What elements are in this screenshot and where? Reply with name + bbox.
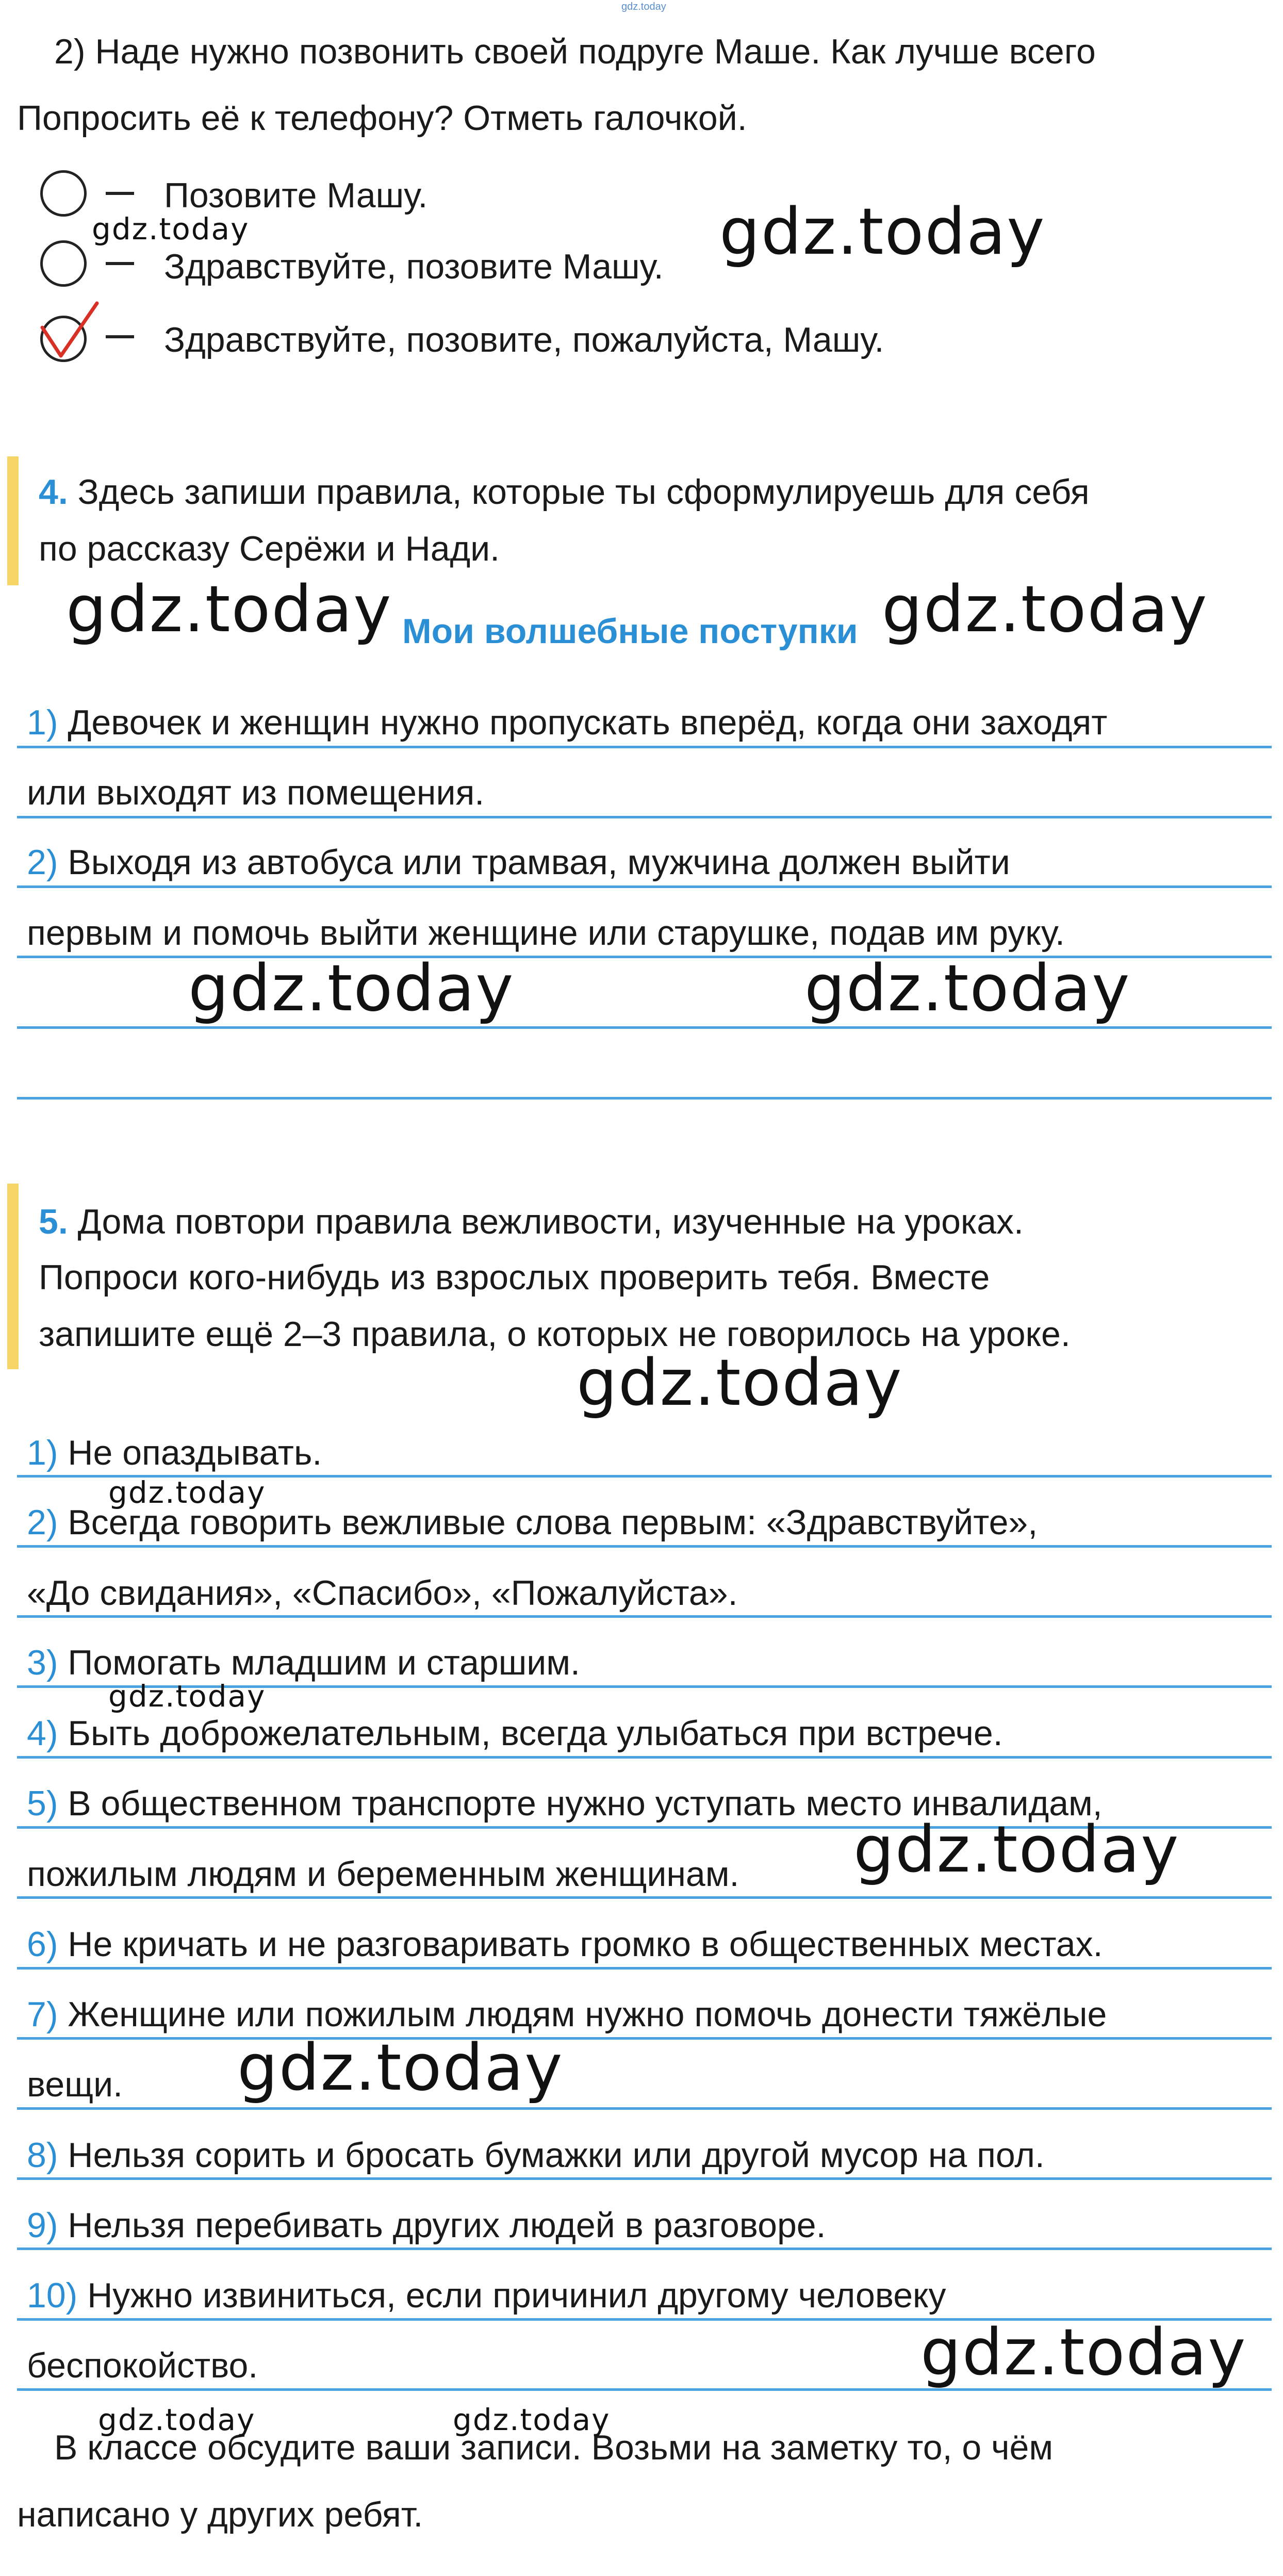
q2-line-1: 2) Наде нужно позвонить своей подруге Маше. Как лучше всего	[54, 32, 1096, 71]
watermark: gdz.today	[92, 211, 250, 247]
task5-item-2-line-1: 2) Всегда говорить вежливые слова первым: «Здравствуйте»,	[27, 1503, 1038, 1542]
rule-line	[17, 1545, 1272, 1548]
watermark: gdz.today	[719, 195, 1046, 269]
task5-heading-line-3: запишите ещё 2–3 правила, о которых не говорилось на уроке.	[39, 1315, 1071, 1354]
watermark: gdz.today	[920, 2316, 1247, 2390]
watermark: gdz.today	[98, 2402, 256, 2437]
option-1-dash	[106, 192, 134, 195]
task4-side-bar	[7, 456, 19, 585]
task5-item-4: 4) Быть доброжелательным, всегда улыбаться при встрече.	[27, 1714, 1003, 1753]
task5-item-2-line-2: «До свидания», «Спасибо», «Пожалуйста».	[27, 1573, 738, 1613]
task5-item-8: 8) Нельзя сорить и бросать бумажки или другой мусор на пол.	[27, 2136, 1045, 2175]
rule-line	[17, 1097, 1272, 1100]
watermark: gdz.today	[108, 1475, 266, 1510]
task5-item-9: 9) Нельзя перебивать других людей в разговоре.	[27, 2206, 826, 2245]
watermark: gdz.today	[66, 572, 392, 647]
watermark: gdz.today	[237, 2031, 564, 2105]
option-3-dash	[106, 335, 134, 338]
task4-item-1-line-1: 1) Девочек и женщин нужно пропускать вперёд, когда они заходят	[27, 703, 1108, 742]
task5-heading-line-1	[39, 1204, 1024, 1239]
checkmark-icon	[36, 299, 108, 366]
rule-line	[17, 2107, 1272, 2110]
task5-item-7-line-2: вещи.	[27, 2065, 123, 2104]
task4-item-2-number: 2)	[27, 843, 58, 882]
task4-item-2-line-1: 2) Выходя из автобуса или трамвая, мужчина должен выйти	[27, 843, 1010, 882]
task5-text-1: Дома повтори правила вежливости, изученные на уроках.	[77, 1202, 1024, 1241]
task5-item-10-line-2: беспокойство.	[27, 2346, 258, 2385]
option-3-label: Здравствуйте, позовите, пожалуйста, Машу.	[164, 320, 884, 359]
q2-line-2: Попросить её к телефону? Отметь галочкой.	[17, 99, 747, 138]
watermark: gdz.today	[577, 1346, 903, 1420]
task4-item-1-line-2: или выходят из помещения.	[27, 773, 485, 812]
option-1-radio[interactable]	[40, 170, 87, 217]
watermark: gdz.today	[188, 951, 515, 1026]
task5-item-7-line-1: 7) Женщине или пожилым людям нужно помочь донести тяжёлые	[27, 1995, 1107, 2034]
task5-item-3: 3) Помогать младшим и старшим.	[27, 1643, 580, 1682]
task4-heading-line-2: по рассказу Серёжи и Нади.	[39, 529, 500, 568]
rule-line	[17, 2037, 1272, 2040]
rule-line	[17, 1615, 1272, 1618]
watermark: gdz.today	[804, 951, 1131, 1026]
task4-heading-line-1	[39, 474, 1090, 510]
watermark: gdz.today	[853, 1813, 1180, 1887]
watermark: gdz.today	[882, 572, 1208, 647]
task5-item-5-line-2: пожилым людям и беременным женщинам.	[27, 1855, 739, 1894]
task4-number: 4.	[39, 472, 68, 512]
footer-line-2: написано у других ребят.	[17, 2495, 423, 2534]
option-2-radio[interactable]	[40, 240, 87, 287]
task4-text-1: Здесь запиши правила, которые ты сформулируешь для себя	[77, 472, 1090, 512]
rule-line	[17, 1896, 1272, 1899]
rule-line	[17, 1756, 1272, 1759]
footer-line-1: В классе обсудите ваши записи. Возьми на заметку то, о чём	[54, 2428, 1054, 2467]
task4-item-1-number: 1)	[27, 703, 58, 742]
task5-number: 5.	[39, 1202, 68, 1241]
task4-subtitle: Мои волшебные поступки	[402, 612, 858, 651]
header-watermark: gdz.today	[621, 1, 666, 12]
task5-item-10-line-1: 10) Нужно извиниться, если причинил другому человеку	[27, 2276, 946, 2315]
option-2-label: Здравствуйте, позовите Машу.	[164, 247, 664, 286]
rule-line	[17, 816, 1272, 818]
rule-line	[17, 746, 1272, 748]
task5-item-5-line-1: 5) В общественном транспорте нужно уступать место инвалидам,	[27, 1784, 1103, 1823]
option-1-label: Позовите Машу.	[164, 176, 428, 215]
option-2-dash	[106, 262, 134, 265]
watermark: gdz.today	[108, 1679, 266, 1714]
task5-item-6: 6) Не кричать и не разговаривать громко в общественных местах.	[27, 1925, 1103, 1964]
rule-line	[17, 1967, 1272, 1970]
task5-item-1: 1) Не опаздывать.	[27, 1433, 322, 1472]
rule-line	[17, 1026, 1272, 1029]
watermark: gdz.today	[453, 2402, 611, 2437]
rule-line	[17, 2247, 1272, 2250]
task5-heading-line-2: Попроси кого-нибудь из взрослых проверить тебя. Вместе	[39, 1258, 990, 1297]
rule-line	[17, 885, 1272, 888]
rule-line	[17, 2177, 1272, 2180]
task4-item-2-line-2: первым и помочь выйти женщине или старушке, подав им руку.	[27, 913, 1065, 953]
task5-side-bar	[7, 1184, 19, 1369]
